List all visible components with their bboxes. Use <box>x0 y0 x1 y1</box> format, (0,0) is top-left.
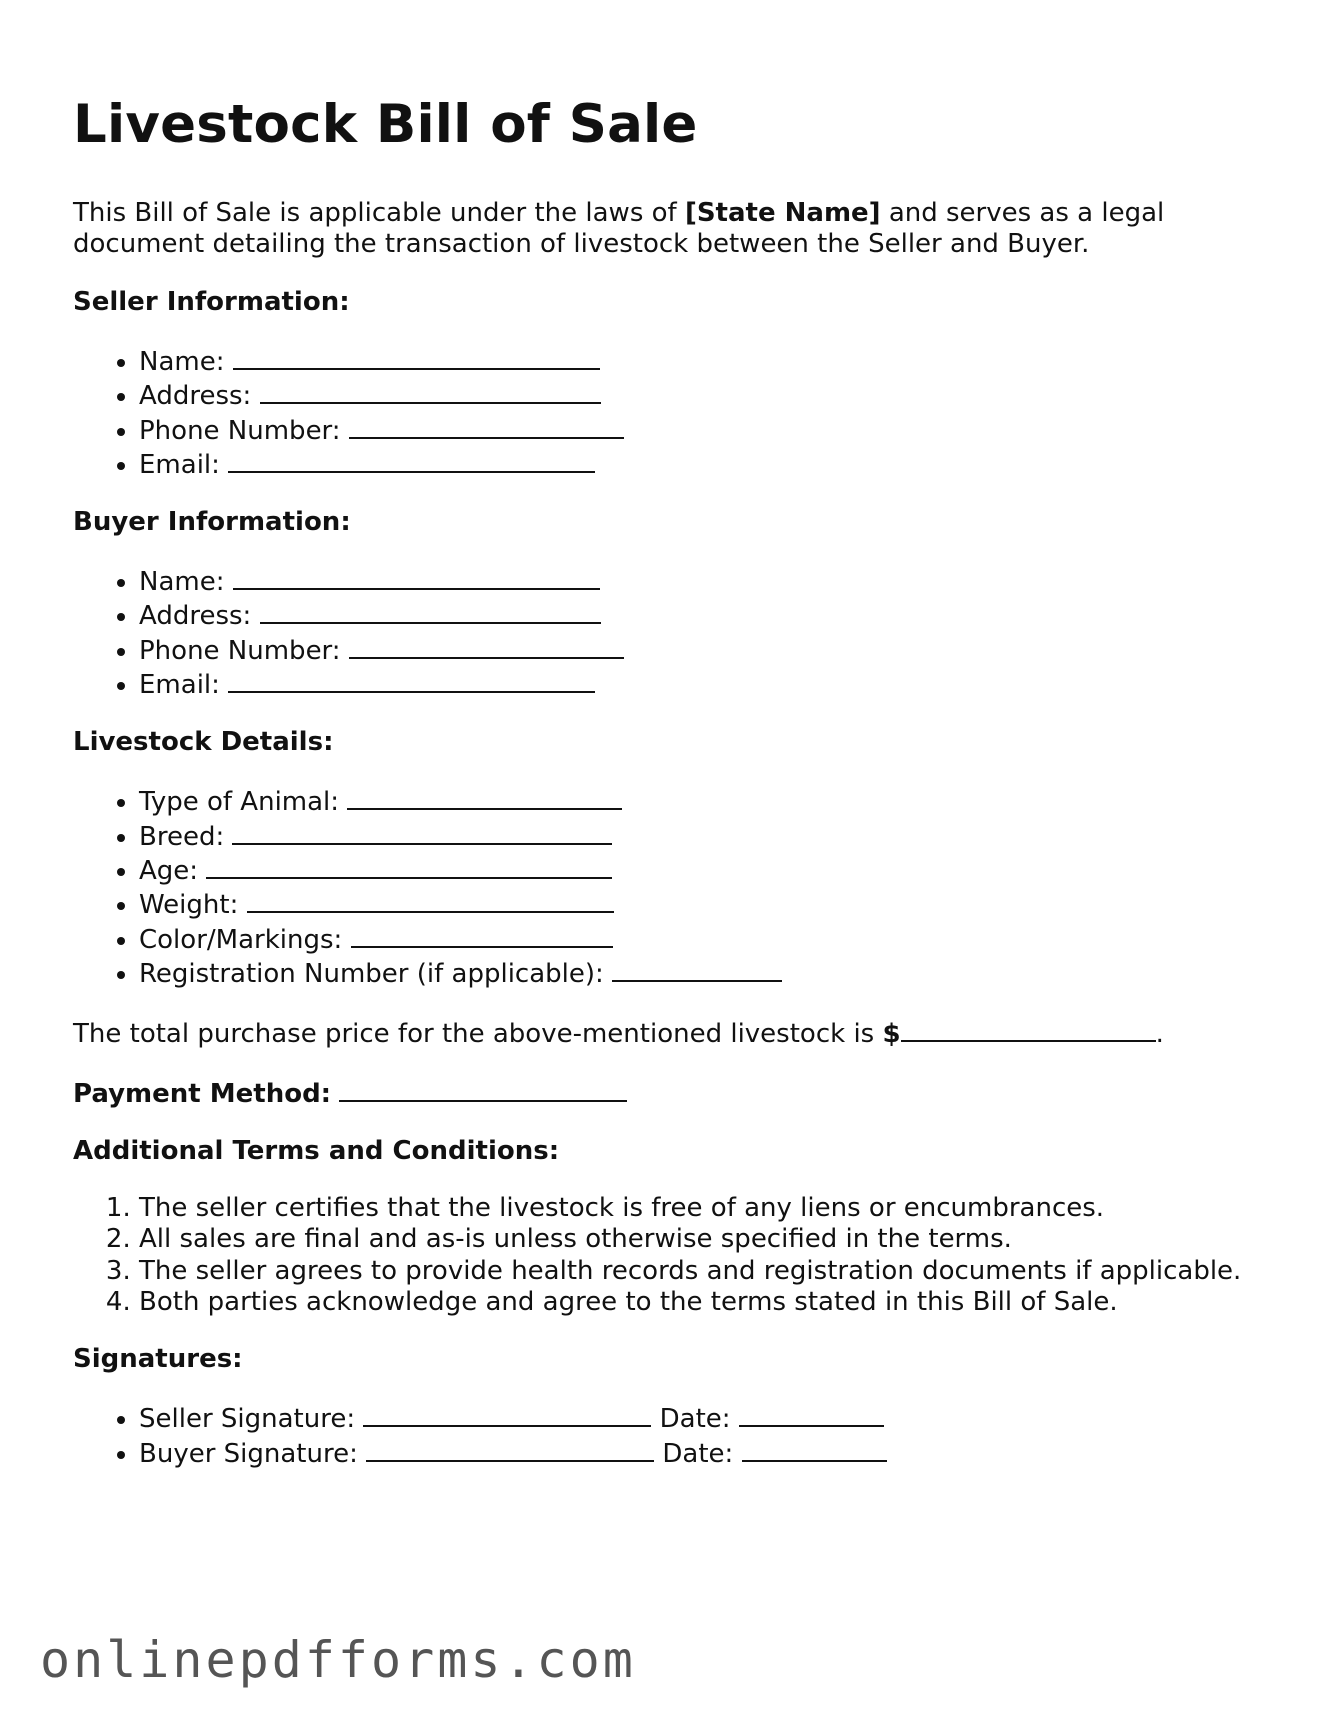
breed-blank[interactable] <box>232 819 612 845</box>
seller-name-blank[interactable] <box>233 344 600 370</box>
livestock-heading: Livestock Details: <box>73 727 334 758</box>
color-markings-blank[interactable] <box>351 922 613 948</box>
seller-signature-field: • Seller Signature: Date: <box>139 1401 1273 1435</box>
payment-method-blank[interactable] <box>339 1076 627 1102</box>
buyer-heading: Buyer Information: <box>73 507 351 538</box>
seller-phone-field: • Phone Number: <box>139 413 1273 447</box>
term-item: 4. Both parties acknowledge and agree to the terms stated in this Bill of Sale. <box>139 1287 1273 1318</box>
currency-symbol: $ <box>882 1019 901 1050</box>
term-item: 1. The seller certifies that the livestock is free of any liens or encumbrances. <box>139 1193 1273 1224</box>
weight-blank[interactable] <box>247 887 614 913</box>
intro-paragraph: This Bill of Sale is applicable under the laws of [State Name] and serves as a legal document detailing the transaction of livestock between the Seller and Buyer. <box>73 198 1165 259</box>
watermark-text: onlinepdfforms.com <box>40 1631 636 1689</box>
seller-name-field: • Name: <box>139 344 1273 378</box>
payment-method-line <box>73 1076 1273 1110</box>
buyer-address-blank[interactable] <box>260 598 601 624</box>
state-name-placeholder: [State Name] <box>684 198 881 228</box>
age-blank[interactable] <box>206 853 612 879</box>
document-title: Livestock Bill of Sale <box>73 94 698 155</box>
registration-number-blank[interactable] <box>612 956 782 982</box>
payment-method-label: Payment Method: <box>73 1079 332 1110</box>
buyer-email-blank[interactable] <box>228 667 595 693</box>
seller-fields <box>73 344 1273 481</box>
buyer-name-blank[interactable] <box>233 564 600 590</box>
registration-number-field: • Registration Number (if applicable): <box>139 956 1273 990</box>
seller-phone-blank[interactable] <box>349 413 624 439</box>
weight-field: • Weight: <box>139 887 1273 921</box>
price-blank[interactable] <box>901 1016 1156 1042</box>
price-line: The total purchase price for the above-mentioned livestock is $ . <box>73 1016 1273 1050</box>
term-item: 3. The seller agrees to provide health records and registration documents if applicable. <box>139 1256 1273 1287</box>
buyer-date-blank[interactable] <box>742 1436 887 1462</box>
buyer-email-field: • Email: <box>139 667 1273 701</box>
term-item: 2. All sales are final and as-is unless otherwise specified in the terms. <box>139 1224 1273 1255</box>
animal-type-field: • Type of Animal: <box>139 784 1273 818</box>
buyer-fields <box>73 564 1273 701</box>
buyer-phone-field: • Phone Number: <box>139 633 1273 667</box>
terms-heading: Additional Terms and Conditions: <box>73 1136 560 1167</box>
age-field: • Age: <box>139 853 1273 887</box>
seller-address-blank[interactable] <box>260 378 601 404</box>
livestock-fields <box>73 784 1273 990</box>
buyer-signature-blank[interactable] <box>366 1436 654 1462</box>
buyer-signature-field: • Buyer Signature: Date: <box>139 1436 1273 1470</box>
seller-heading: Seller Information: <box>73 287 350 317</box>
buyer-address-field: • Address: <box>139 598 1273 632</box>
seller-date-blank[interactable] <box>739 1401 884 1427</box>
buyer-phone-blank[interactable] <box>349 633 624 659</box>
breed-field: • Breed: <box>139 819 1273 853</box>
signatures-heading: Signatures: <box>73 1344 243 1375</box>
seller-signature-blank[interactable] <box>363 1401 651 1427</box>
color-markings-field: • Color/Markings: <box>139 922 1273 956</box>
seller-address-field: • Address: <box>139 378 1273 412</box>
terms-list <box>73 1193 1273 1318</box>
buyer-name-field: • Name: <box>139 564 1273 598</box>
seller-email-field: • Email: <box>139 447 1273 481</box>
animal-type-blank[interactable] <box>347 784 622 810</box>
seller-email-blank[interactable] <box>228 447 595 473</box>
document-page <box>73 92 1273 1496</box>
signature-fields <box>73 1401 1273 1470</box>
